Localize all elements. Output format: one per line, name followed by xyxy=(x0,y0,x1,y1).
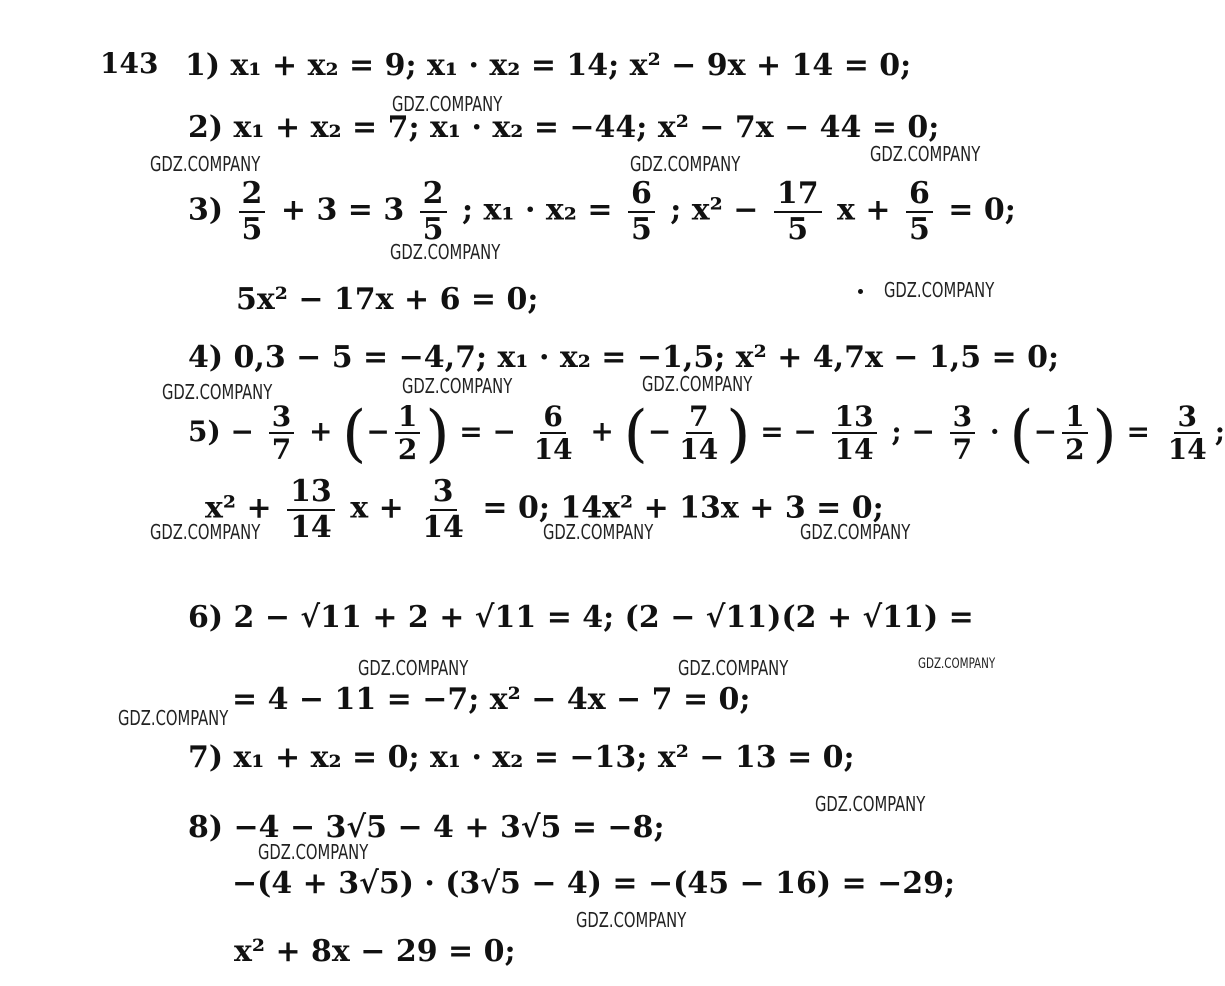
fraction: $\frac{1}{2}$ xyxy=(1062,402,1087,465)
fraction: $\frac{1}{2}$ xyxy=(395,402,420,465)
item-3-label: 3) xyxy=(188,192,224,228)
item-4: 4) 0,3 − 5 = −4,7; x₁ · x₂ = −1,5; x² + 4,7x − 1,5 = 0; xyxy=(188,340,1060,375)
item-3-result: 5x² − 17x + 6 = 0; xyxy=(236,282,539,317)
item-1: 1) x₁ + x₂ = 9; x₁ · x₂ = 14; x² − 9x + 14 = 0; xyxy=(185,48,912,83)
watermark: GDZ.COMPANY xyxy=(402,374,513,398)
watermark: GDZ.COMPANY xyxy=(150,520,261,544)
item-5: 5) − $\frac{3}{7}$ + (− $\frac{1}{2}$ ) = − $\frac{6}{14}$ + (− $\frac{7}{14}$ ) = − $\frac{13}{14}$ ; − $\frac{3}{7}$ · (− $\frac{1}{2}$ ) = $\frac{3}{14}$ ; xyxy=(188,396,1225,470)
fraction: $\frac{3}{14}$ xyxy=(422,474,464,545)
item-8-line2: −(4 + 3√5) · (3√5 − 4) = −(45 − 16) = −29; xyxy=(232,866,956,901)
stray-dot xyxy=(858,289,863,294)
watermark: GDZ.COMPANY xyxy=(576,908,687,932)
watermark: GDZ.COMPANY xyxy=(543,520,654,544)
fraction: $\frac{2}{5}$ xyxy=(420,178,447,245)
fraction: $\frac{13}{14}$ xyxy=(287,476,335,543)
fraction: $\frac{3}{7}$ xyxy=(950,402,975,465)
watermark: GDZ.COMPANY xyxy=(358,656,469,680)
watermark: GDZ.COMPANY xyxy=(642,372,753,396)
fraction: $\frac{6}{5}$ xyxy=(906,178,933,245)
watermark: GDZ.COMPANY xyxy=(150,152,261,176)
fraction: $\frac{2}{5}$ xyxy=(239,178,266,245)
item-8: 8) −4 − 3√5 − 4 + 3√5 = −8; xyxy=(188,810,665,845)
watermark: GDZ.COMPANY xyxy=(392,92,503,116)
fraction: $\frac{6}{5}$ xyxy=(628,178,655,245)
fraction: $\frac{7}{14}$ xyxy=(679,400,719,467)
watermark: GDZ.COMPANY xyxy=(118,706,229,730)
watermark: GDZ.COMPANY xyxy=(884,278,995,302)
item-8-result: x² + 8x − 29 = 0; xyxy=(234,934,516,969)
watermark: GDZ.COMPANY xyxy=(678,656,789,680)
fraction: $\frac{3}{7}$ xyxy=(269,402,294,465)
item-7: 7) x₁ + x₂ = 0; x₁ · x₂ = −13; x² − 13 = 0; xyxy=(188,740,855,775)
item-6-result: = 4 − 11 = −7; x² − 4x − 7 = 0; xyxy=(232,682,751,717)
watermark: GDZ.COMPANY xyxy=(162,380,273,404)
fraction: $\frac{13}{14}$ xyxy=(832,402,877,465)
item-3: 3) $\frac{2}{5}$ + 3 = 3 $\frac{2}{5}$ ; x₁ · x₂ = $\frac{6}{5}$ ; x² − $\frac{17}{5}$ x + $\frac{6}{5}$ = 0; xyxy=(188,176,1016,247)
watermark: GDZ.COMPANY xyxy=(815,792,926,816)
watermark: GDZ.COMPANY xyxy=(800,520,911,544)
item-5-result: x² + $\frac{13}{14}$ x + $\frac{3}{14}$ = 0; 14x² + 13x + 3 = 0; xyxy=(205,474,884,545)
fraction: $\frac{6}{14}$ xyxy=(533,400,573,467)
fraction: $\frac{3}{14}$ xyxy=(1167,400,1207,467)
item-2: 2) x₁ + x₂ = 7; x₁ · x₂ = −44; x² − 7x − 44 = 0; xyxy=(188,110,940,145)
watermark: GDZ.COMPANY xyxy=(258,840,369,864)
fraction: $\frac{17}{5}$ xyxy=(774,178,822,245)
watermark: GDZ.COMPANY xyxy=(918,656,996,672)
problem-number: 143 xyxy=(100,47,159,80)
item-6: 6) 2 − √11 + 2 + √11 = 4; (2 − √11)(2 + √11) = xyxy=(188,600,974,635)
watermark: GDZ.COMPANY xyxy=(630,152,741,176)
watermark: GDZ.COMPANY xyxy=(870,142,981,166)
watermark: GDZ.COMPANY xyxy=(390,240,501,264)
